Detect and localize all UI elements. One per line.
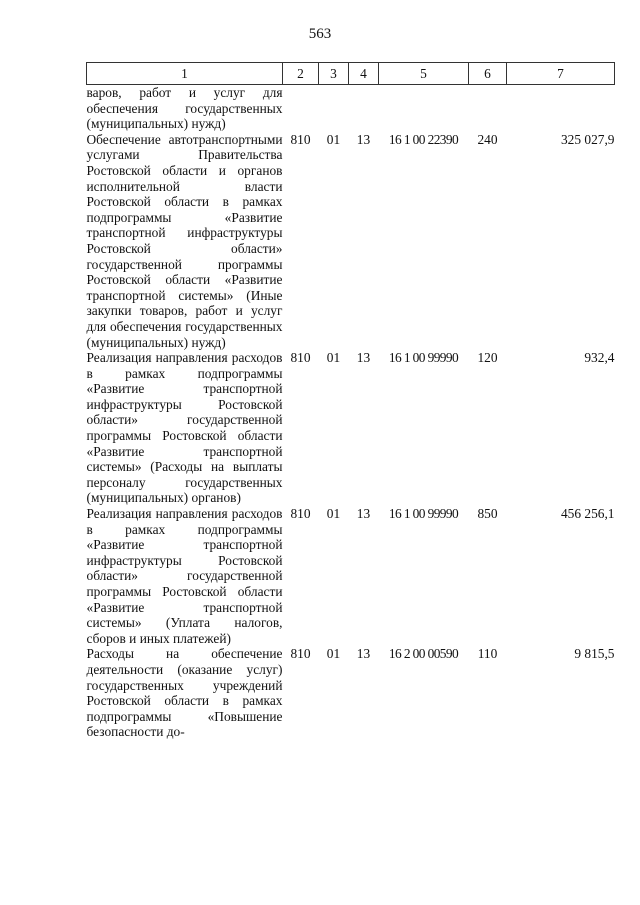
column-header: 7 — [507, 63, 615, 85]
cell-ministry: 810 — [290, 506, 311, 522]
column-header: 3 — [319, 63, 349, 85]
cell-section — [319, 85, 349, 132]
row-description: Расходы на обеспечение деятельности (оказание услуг) государственных учреждений Ростовской области в рамках подпрограммы «Повышение безопасности до- — [86, 646, 283, 740]
cell-section: 01 — [326, 506, 341, 522]
row-description: Реализация направления расходов в рамках подпрограммы «Развитие транспортной инфраструктуры Ростовской области» государственной программы Ростовской области «Развитие транспортной системы» (Расходы на выплаты персоналу государственных (муниципальных) органов) — [86, 350, 283, 506]
cell-ministry: 810 — [290, 646, 311, 662]
cell-expense-type: 240 — [477, 131, 498, 147]
budget-table — [86, 62, 615, 740]
column-header: 1 — [87, 63, 283, 85]
cell-expense-type — [469, 85, 507, 132]
row-description: Обеспечение автотранспортными услугами Правительства Ростовской области и органов исполнительной власти Ростовской области в рамках подпрограммы «Развитие транспортной инфраструктуры Ростовской области» государственной программы Ростовской области «Развитие транспортной системы» (Иные закупки товаров, работ и услуг для обеспечения государственных (муниципальных) нужд) — [86, 131, 283, 350]
cell-subsection — [349, 85, 379, 132]
cell-subsection: 13 — [356, 646, 371, 662]
cell-section: 01 — [326, 350, 341, 366]
cell-expense-type: 850 — [477, 506, 498, 522]
table-row — [87, 506, 615, 646]
table-row — [87, 132, 615, 350]
cell-amount — [507, 85, 615, 132]
cell-expense-type: 110 — [477, 646, 498, 662]
cell-amount: 932,4 — [584, 350, 615, 366]
cell-subsection: 13 — [356, 131, 371, 147]
cell-target-code: 16 1 00 99990 — [388, 506, 459, 522]
cell-ministry: 810 — [290, 350, 311, 366]
cell-target-code: 16 1 00 22390 — [388, 131, 459, 147]
cell-amount: 325 027,9 — [560, 131, 615, 147]
column-header: 2 — [283, 63, 319, 85]
table-header-row — [87, 63, 615, 85]
row-description: Реализация направления расходов в рамках подпрограммы «Развитие транспортной инфраструктуры Ростовской области» государственной программы Ростовской области «Развитие транспортной системы» (Уплата налогов, сборов и иных платежей) — [86, 506, 283, 646]
table-row — [87, 350, 615, 506]
cell-amount: 9 815,5 — [574, 646, 615, 662]
cell-ministry: 810 — [290, 131, 311, 147]
row-description: варов, работ и услуг для обеспечения государственных (муниципальных) нужд) — [86, 85, 283, 132]
column-header: 4 — [349, 63, 379, 85]
cell-target-code — [379, 85, 469, 132]
cell-ministry — [283, 85, 319, 132]
cell-section: 01 — [326, 646, 341, 662]
cell-subsection: 13 — [356, 506, 371, 522]
column-header: 6 — [469, 63, 507, 85]
cell-target-code: 16 2 00 00590 — [388, 646, 459, 662]
page-number: 563 — [308, 26, 332, 42]
cell-section: 01 — [326, 131, 341, 147]
cell-expense-type: 120 — [477, 350, 498, 366]
table-row — [87, 85, 615, 132]
table-row — [87, 646, 615, 740]
column-header: 5 — [379, 63, 469, 85]
cell-subsection: 13 — [356, 350, 371, 366]
cell-target-code: 16 1 00 99990 — [388, 350, 459, 366]
cell-amount: 456 256,1 — [560, 506, 615, 522]
